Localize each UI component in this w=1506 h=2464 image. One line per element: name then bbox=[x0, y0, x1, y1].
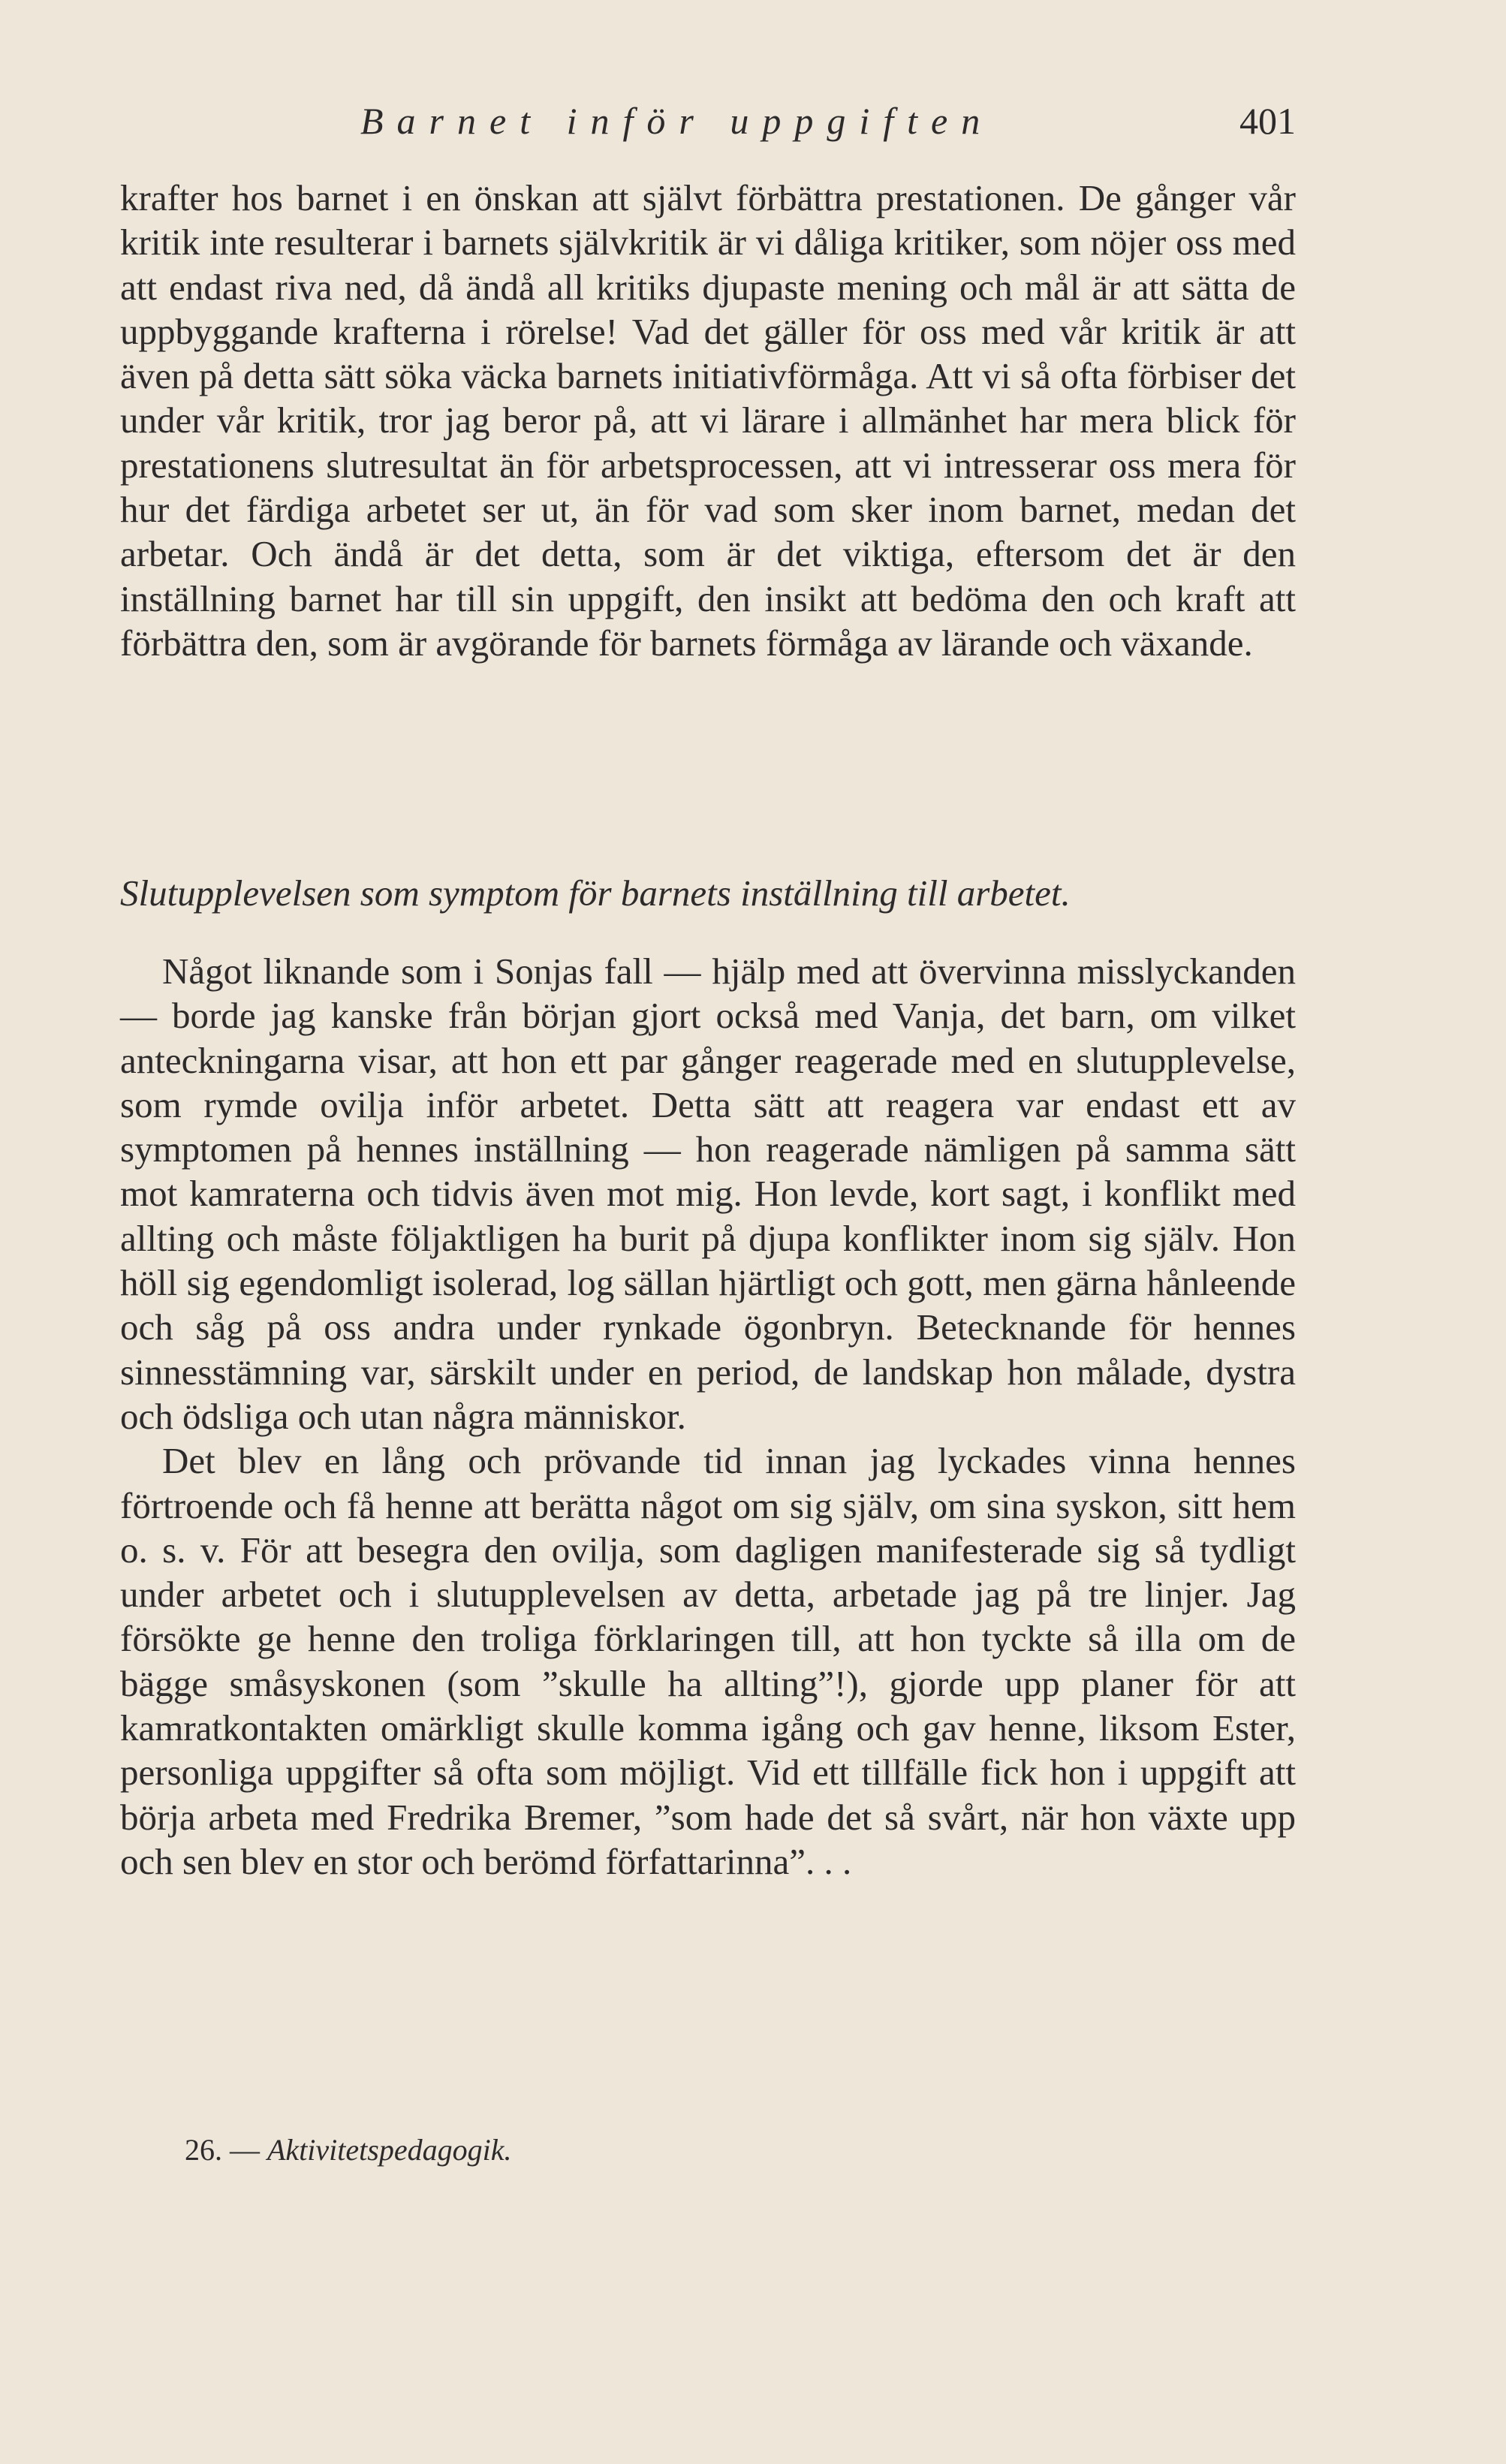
signature-title: Aktivitetspedagogik. bbox=[267, 2133, 512, 2167]
paragraph-2: Något liknande som i Sonjas fall — hjälp med att övervinna misslyckanden — borde jag kanske från början gjort också med Vanja, det barn, om vilket anteckningarna visar, att hon ett par gånger reagerade med en slutupplevelse, som rymde ovilja inför arbetet. Detta sätt att reagera var endast ett av symptomen på hennes inställning — hon reagerade nämligen på samma sätt mot kamraterna och tidvis även mot mig. Hon levde, kort sagt, i konflikt med allting och måste följaktligen ha burit på djupa konflikter inom sig själv. Hon höll sig egendomligt isolerad, log sällan hjärtligt och gott, men gärna hånleende och såg på oss andra under rynkade ögonbryn. Betecknande för hennes sinnesstämning var, särskilt under en period, de landskap hon målade, dystra och ödsliga och utan några människor. bbox=[120, 950, 1296, 1437]
page-number: 401 bbox=[1239, 100, 1296, 142]
running-head bbox=[120, 99, 1296, 159]
section-heading: Slutupplevelsen som symptom för barnets inställning till arbetet. bbox=[120, 872, 1071, 914]
paragraph-1: krafter hos barnet i en önskan att självt förbättra prestationen. De gånger vår kritik inte resulterar i barnets självkritik är vi dåliga kritiker, som nöjer oss med att endast riva ned, då ändå all kritiks djupaste mening och mål är att sätta de uppbyggande krafterna i rörelse! Vad det gäller för oss med vår kritik är att även på detta sätt söka väcka barnets initiativförmåga. Att vi så ofta förbiser det under vår kritik, tror jag beror på, att vi lärare i allmänhet har mera blick för prestationens slutresultat än för arbetsprocessen, att vi intresserar oss mera för hur det färdiga arbetet ser ut, än för vad som sker inom barnet, medan det arbetar. Och ändå är det detta, som är det viktiga, eftersom det är den inställning barnet har till sin uppgift, den insikt att bedöma den och kraft att förbättra den, som är avgörande för barnets förmåga av lärande och växande. bbox=[120, 177, 1296, 664]
body-text bbox=[120, 176, 1296, 665]
printer-signature bbox=[185, 2132, 511, 2167]
section-body bbox=[120, 949, 1296, 1884]
signature-number: 26. — bbox=[185, 2133, 260, 2167]
running-title: Barnet inför uppgiften bbox=[360, 100, 994, 142]
section bbox=[120, 871, 1296, 915]
paragraph-3: Det blev en lång och prövande tid innan jag lyckades vinna hennes förtroende och få henne att berätta något om sig själv, om sina syskon, sitt hem o. s. v. För att besegra den ovilja, som dagligen manifesterade sig så tydligt under arbetet och i slutupplevelsen av detta, arbetade jag på tre linjer. Jag försökte ge henne den troliga förklaringen till, att hon tyckte så illa om de bägge småsyskonen (som ”skulle ha allting”!), gjorde upp planer för att kamratkontakten omärkligt skulle komma igång och gav henne, liksom Ester, personliga uppgifter så ofta som möjligt. Vid ett tillfälle fick hon i uppgift att börja arbeta med Fredrika Bremer, ”som hade det så svårt, när hon växte upp och sen blev en stor och berömd författarinna”. . . bbox=[120, 1440, 1296, 1882]
